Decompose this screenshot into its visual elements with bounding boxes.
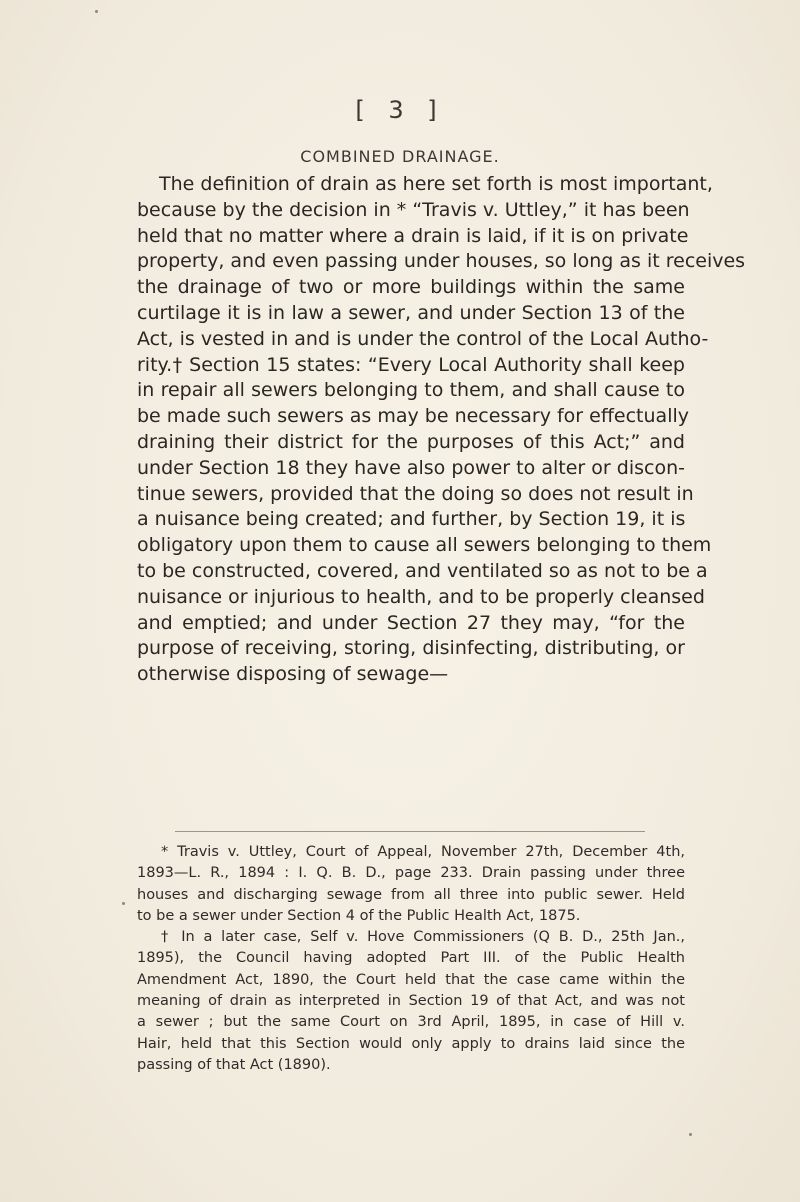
body-line: because by the decision in * “Travis v. Uttley,” it has been — [137, 198, 690, 221]
body-line: purpose of receiving, storing, disinfecting, distributing, or — [137, 637, 685, 660]
running-head: COMBINED DRAINAGE. — [300, 147, 500, 166]
footnote-line: to be a sewer under Section 4 of the Public Health Act, 1875. — [137, 907, 581, 924]
body-line: a nuisance being created; and further, by Section 19, it is — [137, 508, 686, 531]
paper-speck — [689, 1133, 692, 1136]
page-number: [ 3 ] — [355, 96, 445, 124]
footnote-line: meaning of drain as interpreted in Section 19 of that Act, and was not — [137, 993, 685, 1010]
body-line: to be constructed, covered, and ventilated so as not to be a — [137, 559, 708, 582]
body-line: obligatory upon them to cause all sewers belonging to them — [137, 534, 712, 557]
paper-speck — [122, 902, 125, 905]
body-line: Act, is vested in and is under the control of the Local Autho- — [137, 327, 709, 350]
body-line: held that no matter where a drain is laid, if it is on private — [137, 224, 689, 247]
body-paragraph — [137, 172, 746, 688]
body-line: the drainage of two or more buildings within the same — [137, 276, 685, 299]
body-line: in repair all sewers belonging to them, and shall cause to — [137, 379, 685, 402]
body-line: under Section 18 they have also power to alter or discon- — [137, 456, 685, 479]
body-line: and emptied; and under Section 27 they may, “for the — [137, 611, 685, 634]
body-line: nuisance or injurious to health, and to be properly cleansed — [137, 585, 705, 608]
paper-speck — [95, 10, 98, 13]
footnote-line: Amendment Act, 1890, the Court held that the case came within the — [137, 971, 685, 988]
footnote-line: houses and discharging sewage from all three into public sewer. Held — [137, 886, 685, 903]
footnote-line: * Travis v. Uttley, Court of Appeal, November 27th, December 4th, — [161, 844, 685, 860]
body-line: otherwise disposing of sewage— — [137, 663, 449, 686]
footnote-line: 1893—L. R., 1894 : I. Q. B. D., page 233. Drain passing under three — [137, 865, 685, 882]
footnote-line: Hair, held that this Section would only apply to drains laid since the — [137, 1035, 685, 1052]
footnotes — [137, 842, 685, 1076]
body-line: tinue sewers, provided that the doing so does not result in — [137, 482, 694, 505]
body-line: be made such sewers as may be necessary for effectually — [137, 405, 689, 428]
footnote-line: † In a later case, Self v. Hove Commissioners (Q B. D., 25th Jan., — [161, 929, 685, 946]
footnote-line: 1895), the Council having adopted Part III. of the Public Health — [137, 950, 685, 967]
body-line: draining their district for the purposes of this Act;” and — [137, 430, 685, 453]
footnote-divider — [175, 831, 645, 832]
body-line: The definition of drain as here set forth is most important, — [159, 173, 713, 195]
body-line: rity.† Section 15 states: “Every Local Authority shall keep — [137, 353, 685, 376]
footnote-line: passing of that Act (1890). — [137, 1056, 331, 1073]
body-line: property, and even passing under houses, so long as it receives — [137, 250, 746, 273]
body-line: curtilage it is in law a sewer, and under Section 13 of the — [137, 301, 685, 324]
footnote-line: a sewer ; but the same Court on 3rd April, 1895, in case of Hill v. — [137, 1014, 685, 1031]
